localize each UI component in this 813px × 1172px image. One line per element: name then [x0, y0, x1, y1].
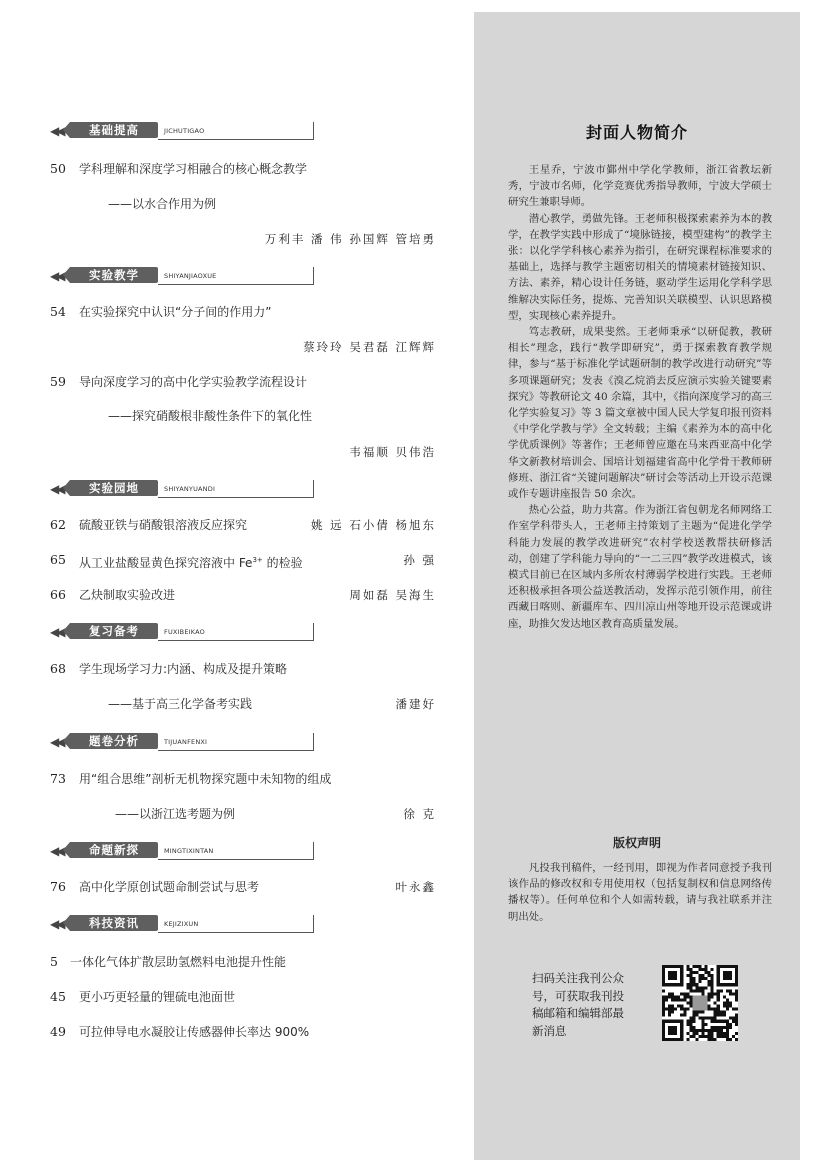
toc-entry[interactable] — [48, 550, 440, 570]
page-number: 73 — [50, 771, 66, 786]
toc-authors — [48, 337, 440, 357]
page-number: 49 — [50, 1024, 66, 1039]
section-header-fuxibeikao — [48, 623, 312, 641]
toc-subtitle — [48, 194, 440, 214]
page-number: 68 — [50, 661, 66, 676]
article-title: 学科理解和深度学习相融合的核心概念教学 — [79, 162, 308, 176]
article-title: 导向深度学习的高中化学实验教学流程设计 — [79, 375, 308, 389]
section-label: 题卷分析 — [70, 733, 158, 749]
toc-entry[interactable] — [48, 302, 440, 322]
page-number: 65 — [50, 552, 66, 567]
section-pinyin: JICHUTIGAO — [164, 127, 205, 135]
toc-authors — [48, 442, 440, 462]
section-header-shiyanyuandi — [48, 480, 312, 498]
double-arrow-icon: ◀◀ — [50, 269, 63, 283]
article-authors: 韦福顺 贝伟浩 — [349, 445, 436, 459]
section-header-mingtixintan — [48, 842, 312, 860]
profile-paragraph: 笃志教研，成果斐然。王老师秉承“以研促教，教研相长”理念，践行“教学即研究”，勇于探索教育教学规律，参与“基于标准化学试题研制的教学改进行动研究”等多项课题研究；发表《溴乙烷消去反应演示实验关键要素探究》等教研论文 40 余篇，其中，《指向深度学习的高三化学实验复习》等 3 篇文章被中国人民大学复印报刊资料《中学化学教与学》全文转载；主编《素养为本的高中化学优质课例》等著作；王老师曾应邀在马来西亚高中化学华文新教材培训会、国培计划福建省高中化学骨干教师研修班、浙江省“关键问题解决”研讨会等活动上开设示范课或作专题讲座报告 50 余次。 — [508, 326, 772, 501]
section-label: 科技资讯 — [70, 915, 158, 931]
toc-entry[interactable] — [48, 585, 440, 605]
toc-subtitle — [48, 406, 440, 426]
article-title: 用“组合思维”剖析无机物探究题中未知物的组成 — [79, 772, 332, 786]
qr-caption: 扫码关注我刊公众号，可获取我刊投稿邮箱和编辑部最新消息 — [532, 971, 624, 1038]
article-title: 从工业盐酸显黄色探究溶液中 $Fe^{3+}$ 的检验 — [79, 556, 303, 570]
article-authors: 周如磊 吴海生 — [349, 588, 436, 602]
double-arrow-icon: ◀◀ — [50, 124, 63, 138]
toc-entry[interactable] — [48, 769, 440, 789]
profile-text — [508, 162, 772, 632]
article-authors: 孙 强 — [403, 553, 436, 567]
profile-paragraph: 热心公益，助力共富。作为浙江省包朝龙名师网络工作室学科带头人，王老师主持策划了主题为“促进化学学科能力发展的教学改进研究”农村学校送教帮扶研修活动，创建了学科能力导向的“一二三四”教学改进模式，该模式目前已在区域内多所农村薄弱学校进行实践。王老师还积极承担各项公益送教活动，发挥示范引领作用，前往西藏日喀则、新疆库车、四川凉山州等地开设示范课或讲座，助推欠发达地区教育高质量发展。 — [508, 504, 772, 630]
double-arrow-icon: ◀◀ — [50, 735, 63, 749]
article-title: 更小巧更轻量的锂硫电池面世 — [79, 990, 236, 1004]
cover-profile-panel — [474, 12, 800, 1160]
article-title: 高中化学原创试题命制尝试与思考 — [79, 880, 260, 894]
section-header-tijuanfenxi — [48, 733, 312, 751]
panel-title: 封面人物简介 — [585, 123, 688, 142]
section-header-kejizixun — [48, 915, 312, 933]
page-number: 62 — [50, 517, 66, 532]
section-label: 命题新探 — [70, 842, 158, 858]
toc-subtitle — [48, 804, 440, 824]
toc-authors — [48, 229, 440, 249]
section-label: 复习备考 — [70, 623, 158, 639]
article-title: 学生现场学习力:内涵、构成及提升策略 — [79, 662, 288, 676]
toc-entry[interactable] — [48, 659, 440, 679]
page-number: 50 — [50, 161, 66, 176]
toc-entry[interactable] — [48, 877, 440, 897]
article-authors: 万利丰 潘 伟 孙国辉 管培勇 — [264, 232, 436, 246]
toc-entry[interactable] — [48, 159, 440, 179]
article-title: 在实验探究中认识“分子间的作用力” — [79, 305, 272, 319]
toc-subtitle — [48, 694, 440, 714]
section-pinyin: FUXIBEIKAO — [164, 628, 205, 636]
qr-code-icon[interactable] — [662, 965, 738, 1041]
profile-paragraph: 潜心教学，勇做先锋。王老师积极探索素养为本的教学，在教学实践中形成了“境脉链接，模型建构”的教学主张：以化学学科核心素养为指引，在研究课程标准要求的基础上，选择与教学主题密切相关的情境素材链接知识、方法、素养，精心设计任务链，驱动学生运用化学科学思维解决实际任务，提炼、完善知识关联模型、认识思路模型，实现核心素养提升。 — [508, 212, 772, 322]
section-pinyin: SHIYANYUANDI — [164, 485, 216, 493]
page-number: 59 — [50, 374, 66, 389]
article-authors: 徐 克 — [403, 807, 436, 821]
article-authors: 姚 远 石小倩 杨旭东 — [311, 518, 436, 532]
double-arrow-icon: ◀◀ — [50, 844, 63, 858]
toc-entry[interactable] — [48, 987, 440, 1007]
section-label: 实验教学 — [70, 267, 158, 283]
double-arrow-icon: ◀◀ — [50, 482, 63, 496]
section-pinyin: MINGTIXINTAN — [164, 847, 214, 855]
contents-column — [48, 0, 440, 1172]
section-pinyin: KEJIZIXUN — [164, 920, 199, 928]
page-number: 54 — [50, 304, 66, 319]
article-title: 一体化气体扩散层助氢燃料电池提升性能 — [70, 955, 287, 969]
article-authors: 叶永鑫 — [395, 880, 436, 894]
article-title: 可拉伸导电水凝胶让传感器伸长率达 900% — [79, 1025, 310, 1039]
toc-entry[interactable] — [48, 1022, 440, 1042]
double-arrow-icon: ◀◀ — [50, 917, 63, 931]
page-number: 5 — [50, 954, 58, 969]
section-label: 实验园地 — [70, 480, 158, 496]
article-title: 硫酸亚铁与硝酸银溶液反应探究 — [79, 518, 248, 532]
profile-paragraph: 王星乔，宁波市鄞州中学化学教师，浙江省教坛新秀，宁波市名师，化学竞赛优秀指导教师，宁波大学硕士研究生兼职导师。 — [508, 164, 772, 209]
double-arrow-icon: ◀◀ — [50, 625, 63, 639]
article-subtitle: ——基于高三化学备考实践 — [108, 697, 253, 711]
section-header-jichutigao — [48, 122, 312, 140]
copyright-text: 凡投我刊稿件，一经刊用，即视为作者同意授予我刊该作品的修改权和专用使用权（包括复制权和信息网络传播权等）。任何单位和个人如需转载，请与我社联系并注明出处。 — [508, 862, 772, 923]
section-header-shiyanjiaoxue — [48, 267, 312, 285]
copyright-title: 版权声明 — [612, 836, 661, 850]
section-pinyin: SHIYANJIAOXUE — [164, 272, 217, 280]
page-number: 76 — [50, 879, 66, 894]
toc-entry[interactable] — [48, 515, 440, 535]
article-subtitle: ——以水合作用为例 — [108, 197, 217, 211]
toc-entry[interactable] — [48, 372, 440, 392]
article-title: 乙炔制取实验改进 — [79, 588, 176, 602]
article-authors: 潘建好 — [395, 697, 436, 711]
page-number: 66 — [50, 587, 66, 602]
section-label: 基础提高 — [70, 122, 158, 138]
article-subtitle: ——探究硝酸根非酸性条件下的氧化性 — [108, 409, 313, 423]
section-pinyin: TIJUANFENXI — [164, 738, 208, 746]
article-authors: 蔡玲玲 吴君磊 江辉辉 — [303, 340, 436, 354]
article-subtitle: ——以浙江选考题为例 — [115, 807, 236, 821]
page-number: 45 — [50, 989, 66, 1004]
toc-entry[interactable] — [48, 952, 440, 972]
